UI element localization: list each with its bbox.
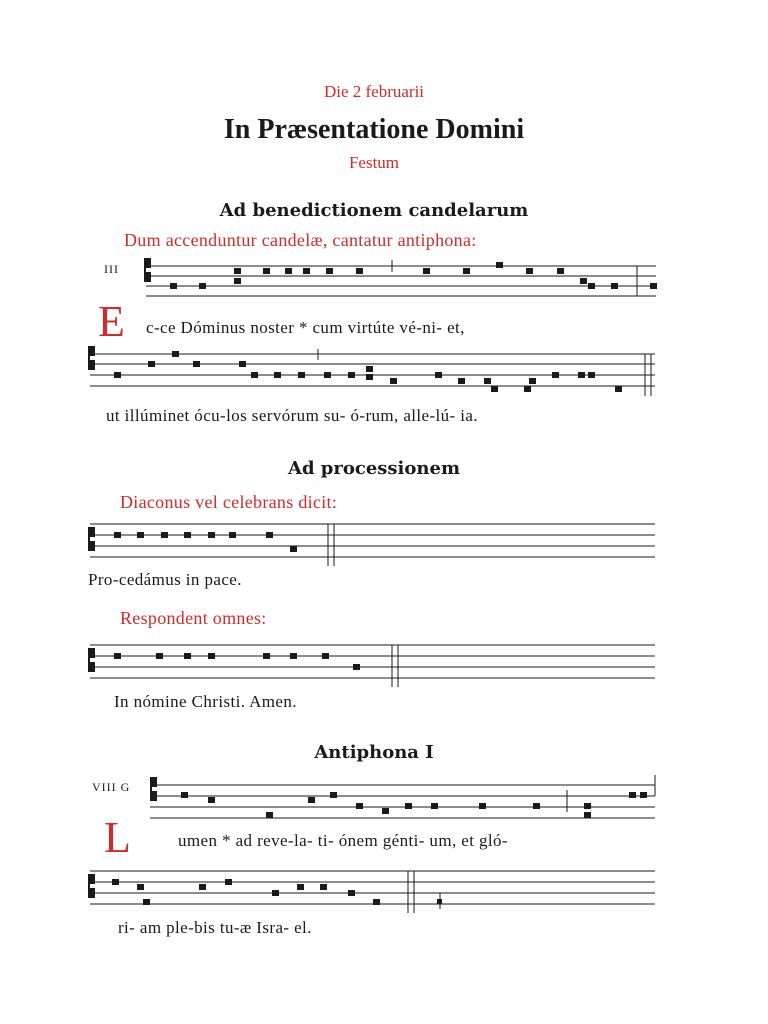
lyric-procedamus: Pro-cedámus in pace. [88,570,242,589]
section-heading-antiphon-1: Antiphona I [314,742,434,763]
staff-6 [90,871,655,904]
initial-letter-e: E [98,297,125,346]
staff-1 [146,266,656,296]
lyric-line-4: ri- am ple-bis tu-æ Isra- el. [118,918,312,937]
initial-letter-l: L [104,813,131,862]
lyric-line-2: ut illúminet ócu-los servórum su- ó-rum, alle-lú- ia. [106,406,478,425]
staff-5 [150,785,655,818]
lyric-in-nomine: In nómine Christi. Amen. [114,692,297,711]
section-heading-procession: Ad processionem [287,458,460,479]
mode-label-2: VIII G [92,780,131,794]
feast-date: Die 2 februarii [323,82,425,101]
feast-title: In Præsentatione Domini [223,114,525,145]
staff-4 [90,645,655,678]
feast-rank: Festum [348,153,400,172]
staff-3 [90,524,655,557]
section-heading-blessing: Ad benedictionem candelarum [219,200,529,221]
lyric-line-1: c-ce Dóminus noster * cum virtúte vé-ni- et, [146,318,465,337]
lyric-line-3: umen * ad reve-la- ti- ónem génti- um, et gló- [178,831,508,850]
rubric-respond: Respondent omnes: [120,608,267,628]
rubric-antiphon-intro: Dum accenduntur candelæ, cantatur antiphona: [124,230,477,250]
rubric-deacon: Diaconus vel celebrans dicit: [120,492,338,512]
mode-label-1: III [104,262,119,276]
